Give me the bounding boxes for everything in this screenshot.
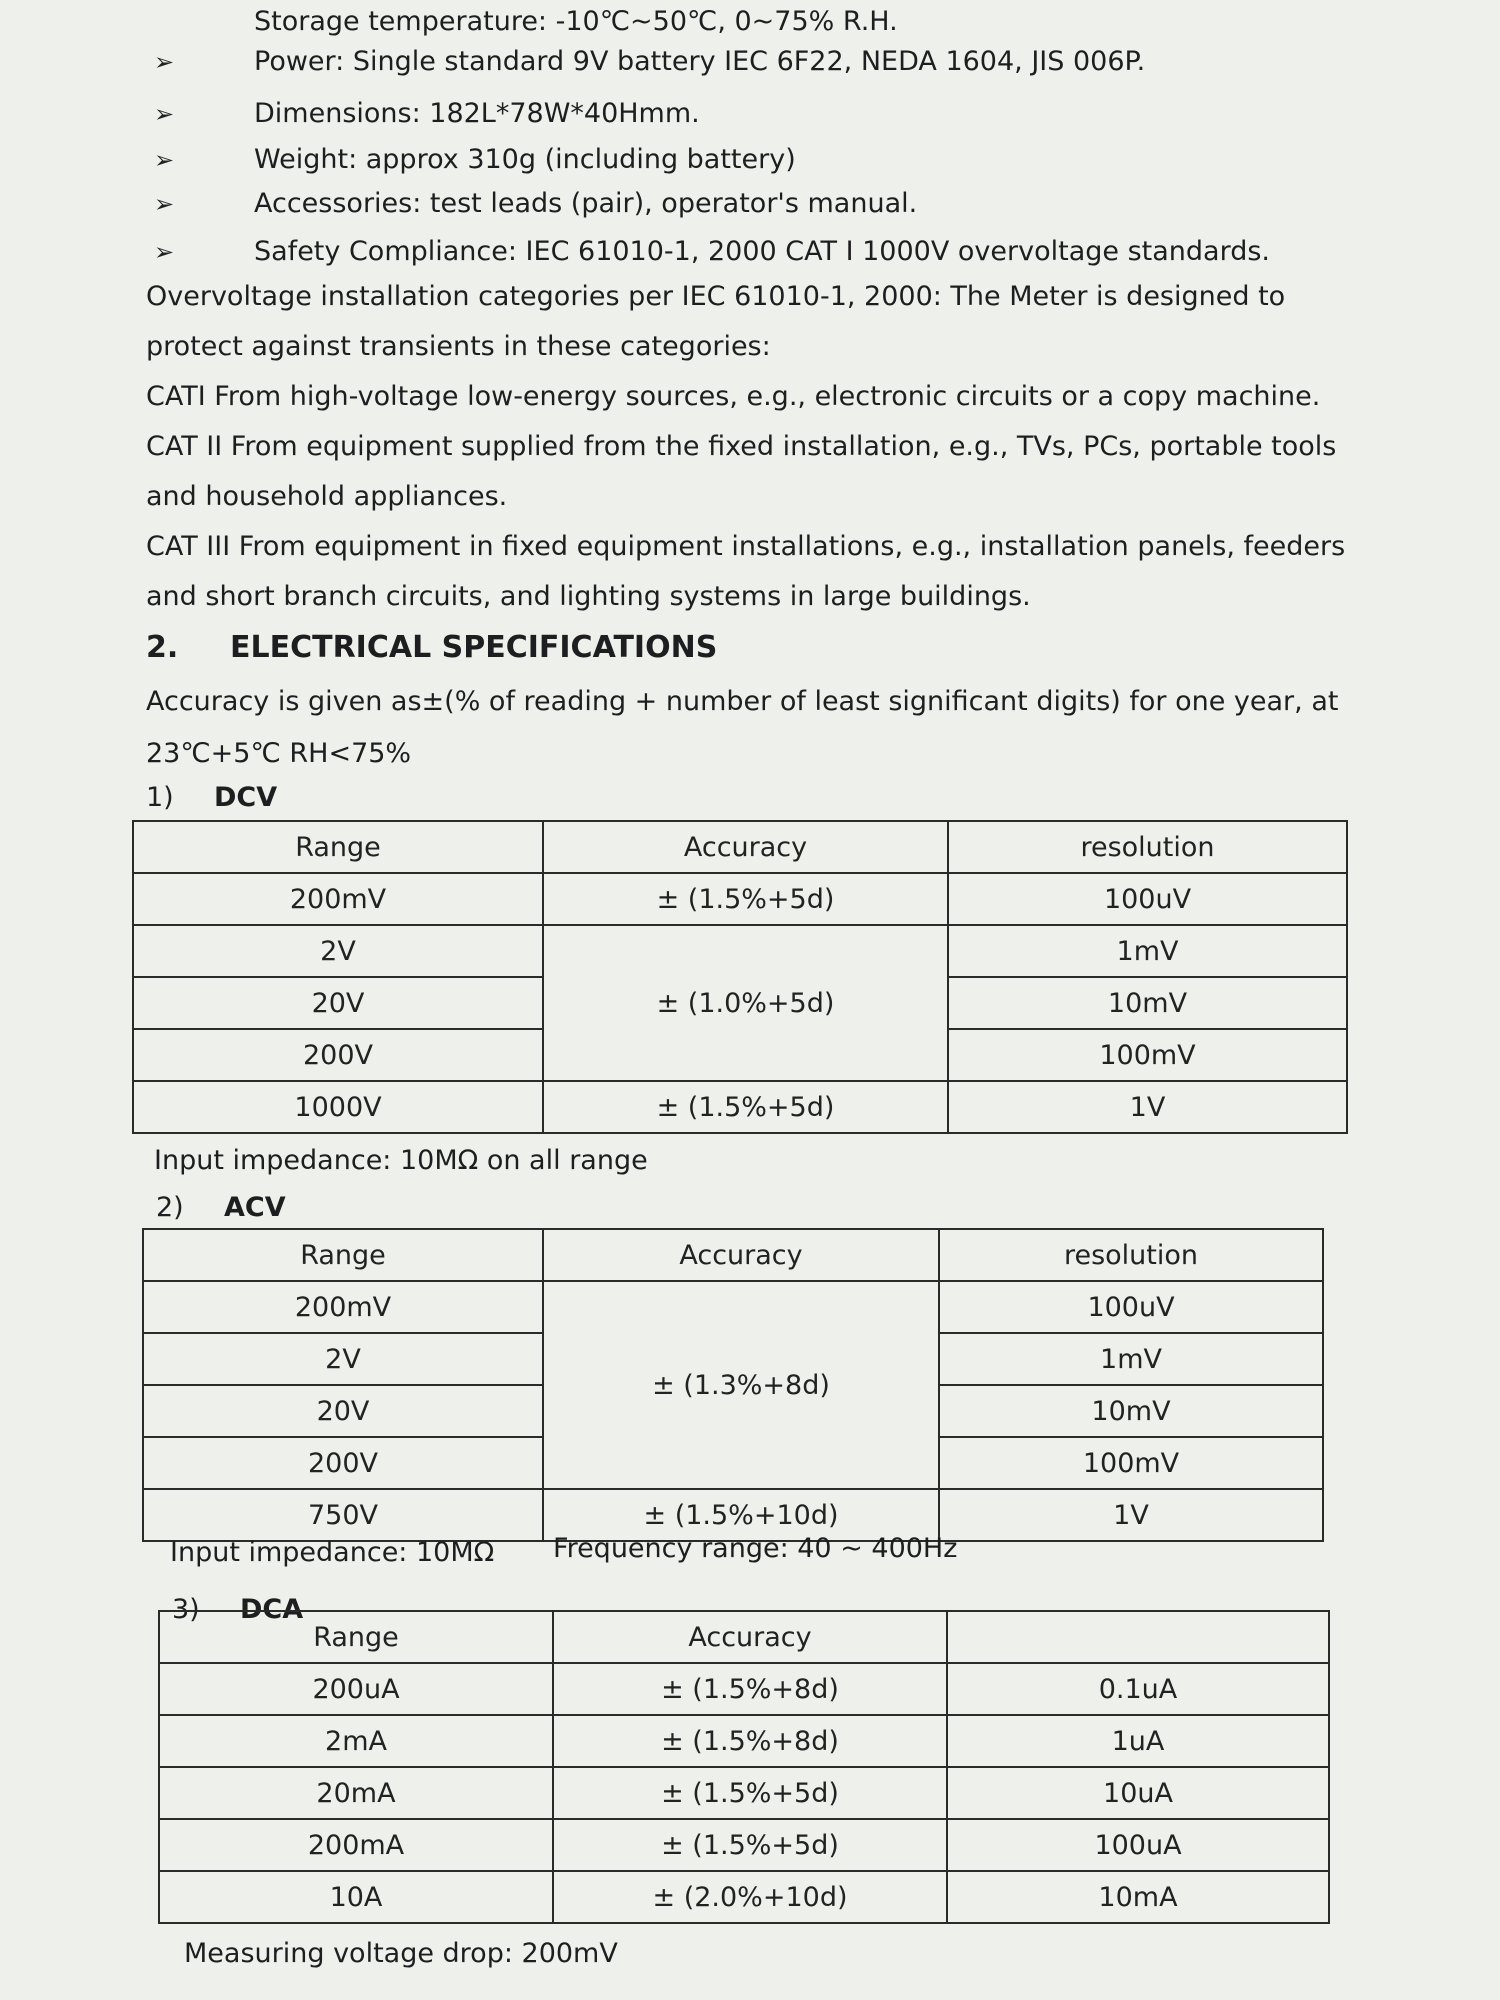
dca-voltage-drop-note: Measuring voltage drop: 200mV [184, 1938, 618, 1969]
resolution-cell: 100mV [939, 1437, 1323, 1489]
resolution-cell: 0.1uA [947, 1663, 1329, 1715]
range-cell: 1000V [133, 1081, 543, 1133]
table-row [159, 1819, 1329, 1871]
overvoltage-cat3: CAT III From equipment in fixed equipment installations, e.g., installation panels, feeders and short branch circuits, and lighting systems in large buildings. [146, 531, 1346, 612]
range-cell: 200mV [143, 1281, 543, 1333]
table-row [159, 1715, 1329, 1767]
acv-frequency-note: Frequency range: 40 ~ 400Hz [553, 1533, 958, 1564]
spec-bullet-list [150, 0, 1400, 267]
bullet-text: Power: Single standard 9V battery IEC 6F22, NEDA 1604, JIS 006P. [254, 46, 1146, 77]
acv-table [142, 1228, 1324, 1542]
resolution-cell: 1uA [947, 1715, 1329, 1767]
range-cell: 2V [133, 925, 543, 977]
accuracy-cell: ± (1.5%+8d) [553, 1715, 947, 1767]
header-range: Range [159, 1611, 553, 1663]
acv-heading [156, 1192, 286, 1223]
accuracy-cell: ± (1.0%+5d) [543, 925, 948, 1081]
table-row [159, 1767, 1329, 1819]
bullet-text: Safety Compliance: IEC 61010-1, 2000 CAT I 1000V overvoltage standards. [254, 236, 1270, 267]
resolution-cell: 10mV [939, 1385, 1323, 1437]
range-cell: 2mA [159, 1715, 553, 1767]
acv-title: ACV [224, 1192, 286, 1223]
bullet-text: Storage temperature: -10℃~50℃, 0~75% R.H. [254, 6, 898, 37]
bullet-text: Dimensions: 182L*78W*40Hmm. [254, 98, 700, 129]
resolution-cell: 1V [939, 1489, 1323, 1541]
range-cell: 200mA [159, 1819, 553, 1871]
table-row [133, 925, 1347, 977]
header-resolution [947, 1611, 1329, 1663]
resolution-cell: 1V [948, 1081, 1347, 1133]
accuracy-cell: ± (2.0%+10d) [553, 1871, 947, 1923]
range-cell: 10A [159, 1871, 553, 1923]
bullet-accessories [150, 182, 1400, 226]
header-accuracy: Accuracy [553, 1611, 947, 1663]
header-resolution: resolution [948, 821, 1347, 873]
bullet-arrow-icon: ➢ [154, 100, 175, 128]
bullet-arrow-icon: ➢ [154, 146, 175, 174]
resolution-cell: 1mV [939, 1333, 1323, 1385]
table-header-row [159, 1611, 1329, 1663]
range-cell: 200uA [159, 1663, 553, 1715]
header-accuracy: Accuracy [543, 1229, 939, 1281]
dca-number: 3) [172, 1594, 200, 1625]
table-header-row [133, 821, 1347, 873]
bullet-text: Accessories: test leads (pair), operator's manual. [254, 188, 918, 219]
range-cell: 750V [143, 1489, 543, 1541]
table-row [133, 873, 1347, 925]
bullet-dimensions [150, 92, 1400, 136]
range-cell: 20V [133, 977, 543, 1029]
dca-table [158, 1610, 1330, 1924]
range-cell: 200V [143, 1437, 543, 1489]
header-resolution: resolution [939, 1229, 1323, 1281]
accuracy-cell: ± (1.5%+5d) [553, 1819, 947, 1871]
accuracy-note: Accuracy is given as±(% of reading + number of least significant digits) for one year, at 23℃+5℃ RH<75% [146, 686, 1339, 769]
bullet-weight [150, 138, 1400, 182]
bullet-text: Weight: approx 310g (including battery) [254, 144, 796, 175]
table-header-row [143, 1229, 1323, 1281]
accuracy-cell: ± (1.5%+5d) [543, 873, 948, 925]
resolution-cell: 100mV [948, 1029, 1347, 1081]
bullet-arrow-icon: ➢ [154, 48, 175, 76]
header-range: Range [133, 821, 543, 873]
accuracy-cell: ± (1.5%+5d) [553, 1767, 947, 1819]
acv-number: 2) [156, 1192, 184, 1223]
section-heading [146, 630, 717, 665]
accuracy-cell: ± (1.5%+8d) [553, 1663, 947, 1715]
overvoltage-cat2: CAT II From equipment supplied from the fixed installation, e.g., TVs, PCs, portable tools and household appliances. [146, 431, 1337, 512]
bullet-safety [150, 230, 1400, 274]
resolution-cell: 10mA [947, 1871, 1329, 1923]
table-row [143, 1281, 1323, 1333]
range-cell: 200mV [133, 873, 543, 925]
dcv-title: DCV [214, 782, 278, 813]
range-cell: 20mA [159, 1767, 553, 1819]
resolution-cell: 100uA [947, 1819, 1329, 1871]
dcv-table [132, 820, 1348, 1134]
section-number: 2. [146, 630, 179, 665]
table-row [159, 1663, 1329, 1715]
bullet-power [150, 40, 1400, 84]
overvoltage-section [146, 272, 1386, 622]
acv-impedance-note: Input impedance: 10MΩ [170, 1537, 495, 1568]
header-accuracy: Accuracy [543, 821, 948, 873]
resolution-cell: 1mV [948, 925, 1347, 977]
resolution-cell: 100uV [939, 1281, 1323, 1333]
accuracy-cell: ± (1.3%+8d) [543, 1281, 939, 1489]
bullet-arrow-icon: ➢ [154, 238, 175, 266]
header-range: Range [143, 1229, 543, 1281]
bullet-storage [150, 0, 1400, 44]
table-row [133, 1081, 1347, 1133]
dcv-impedance-note: Input impedance: 10MΩ on all range [154, 1145, 648, 1176]
dca-title: DCA [240, 1594, 304, 1625]
table-row [159, 1871, 1329, 1923]
accuracy-cell: ± (1.5%+5d) [543, 1081, 948, 1133]
range-cell: 200V [133, 1029, 543, 1081]
overvoltage-cat1: CATI From high-voltage low-energy sources, e.g., electronic circuits or a copy machine. [146, 381, 1321, 412]
resolution-cell: 10uA [947, 1767, 1329, 1819]
section-title: ELECTRICAL SPECIFICATIONS [230, 630, 718, 665]
resolution-cell: 10mV [948, 977, 1347, 1029]
overvoltage-intro: Overvoltage installation categories per IEC 61010-1, 2000: The Meter is designed to protect against transients in these categories: [146, 281, 1286, 362]
range-cell: 2V [143, 1333, 543, 1385]
bullet-arrow-icon: ➢ [154, 190, 175, 218]
dcv-number: 1) [146, 782, 174, 813]
range-cell: 20V [143, 1385, 543, 1437]
resolution-cell: 100uV [948, 873, 1347, 925]
dcv-heading [146, 782, 277, 813]
accuracy-cell: ± (1.5%+10d) [543, 1489, 939, 1541]
